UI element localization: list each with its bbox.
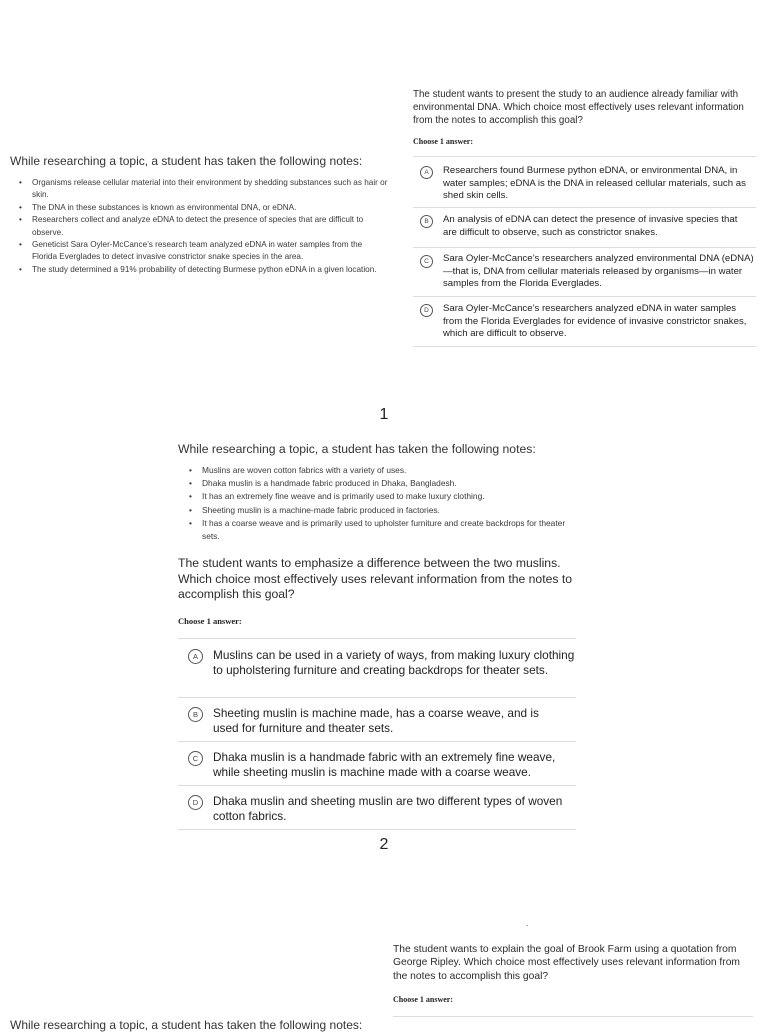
note-item: • Geneticist Sara Oyler-McCance’s research team analyzed eDNA in water samples from the Florida Everglades to detect invasive constrictor snake species in the area. [32, 239, 388, 264]
q2-choose-label: Choose 1 answer: [178, 616, 242, 626]
q1-notes-list [32, 177, 388, 276]
choice-text-a: Researchers found Burmese python eDNA, or environmental DNA, in water samples; eDNA is the DNA in released cellular materials, such as shed skin cells. [443, 165, 746, 202]
note-item: • Muslins are woven cotton fabrics with a variety of uses. [202, 464, 576, 477]
note-item: • It has a coarse weave and is primarily used to upholster furniture and create backdrops for theater sets. [202, 517, 576, 543]
choice-text-c: Dhaka muslin is a handmade fabric with an extremely fine weave, while sheeting muslin is machine made with a coarse weave. [213, 750, 556, 780]
choice-letter-a: A [420, 166, 433, 179]
q3-choose-label: Choose 1 answer: [393, 995, 453, 1004]
choice-d[interactable] [178, 785, 576, 829]
q2-prompt: The student wants to emphasize a difference between the two muslins. Which choice most effectively uses relevant information from the notes to accomplish this goal? [178, 556, 573, 601]
note-item: • The DNA in these substances is known as environmental DNA, or eDNA. [32, 202, 388, 214]
choice-letter-d: D [188, 795, 203, 810]
note-item: • Dhaka muslin is a handmade fabric produced in Dhaka, Bangladesh. [202, 477, 576, 490]
q3-prompt: The student wants to explain the goal of Brook Farm using a quotation from George Ripley. Which choice most effectively uses relevant information from the notes to accomplish this goal? [393, 944, 740, 982]
choice-b[interactable] [178, 697, 576, 741]
note-item: • Organisms release cellular material into their environment by shedding substances such as hair or skin. [32, 177, 388, 202]
choice-letter-c: C [420, 255, 433, 268]
note-item: • It has an extremely fine weave and is primarily used to make luxury clothing. [202, 490, 576, 503]
choice-text-a: Muslins can be used in a variety of ways, from making luxury clothing to upholstering furniture and creating backdrops for theater sets. [213, 648, 575, 678]
choice-d[interactable] [413, 296, 756, 346]
q3-notes-intro-cutoff: While researching a topic, a student has taken the following notes: [10, 1018, 363, 1032]
page-number-1: 1 [379, 406, 389, 423]
choice-letter-b: B [188, 707, 203, 722]
q1-notes-intro: While researching a topic, a student has taken the following notes: [10, 154, 363, 168]
choice-text-d: Dhaka muslin and sheeting muslin are two different types of woven cotton fabrics. [213, 794, 563, 824]
choice-a[interactable] [178, 638, 576, 697]
choice-c[interactable] [413, 247, 756, 296]
choice-letter-d: D [420, 304, 433, 317]
q1-prompt: The student wants to present the study to an audience already familiar with environmental DNA. Which choice most effectively uses relevant information from the notes to accomplish this goal? [413, 89, 744, 126]
q1-answer-choices [413, 156, 756, 347]
choice-letter-a: A [188, 649, 203, 664]
q3-choices-top-border [393, 1016, 753, 1017]
choice-text-c: Sara Oyler-McCance’s researchers analyzed environmental DNA (eDNA)—that is, DNA from cellular materials released by organisms—in water samples from the Florida Everglades. [443, 253, 754, 290]
note-item: • Researchers collect and analyze eDNA to detect the presence of species that are difficult to observe. [32, 214, 388, 239]
choice-text-d: Sara Oyler-McCance’s researchers analyzed eDNA in water samples from the Florida Everglades for evidence of invasive constrictor snakes, which are difficult to observe. [443, 303, 747, 340]
choice-text-b: Sheeting muslin is machine made, has a coarse weave, and is used for furniture and theater sets. [213, 706, 539, 736]
choice-a[interactable] [413, 156, 756, 207]
choice-text-b: An analysis of eDNA can detect the presence of invasive species that are difficult to observe, such as constrictor snakes. [443, 214, 738, 238]
choice-b[interactable] [413, 207, 756, 247]
q1-choose-label: Choose 1 answer: [413, 137, 473, 146]
choice-letter-c: C [188, 751, 203, 766]
choice-c[interactable] [178, 741, 576, 785]
q2-answer-choices [178, 638, 576, 830]
q2-notes-list [202, 464, 576, 543]
note-item: • The study determined a 91% probability of detecting Burmese python eDNA in a given location. [32, 264, 388, 276]
choice-letter-b: B [420, 215, 433, 228]
page-number-2: 2 [379, 836, 389, 853]
q2-notes-intro: While researching a topic, a student has taken the following notes: [178, 442, 536, 456]
note-item: • Sheeting muslin is a machine-made fabric produced in factories. [202, 504, 576, 517]
stray-dot: . [526, 918, 529, 928]
